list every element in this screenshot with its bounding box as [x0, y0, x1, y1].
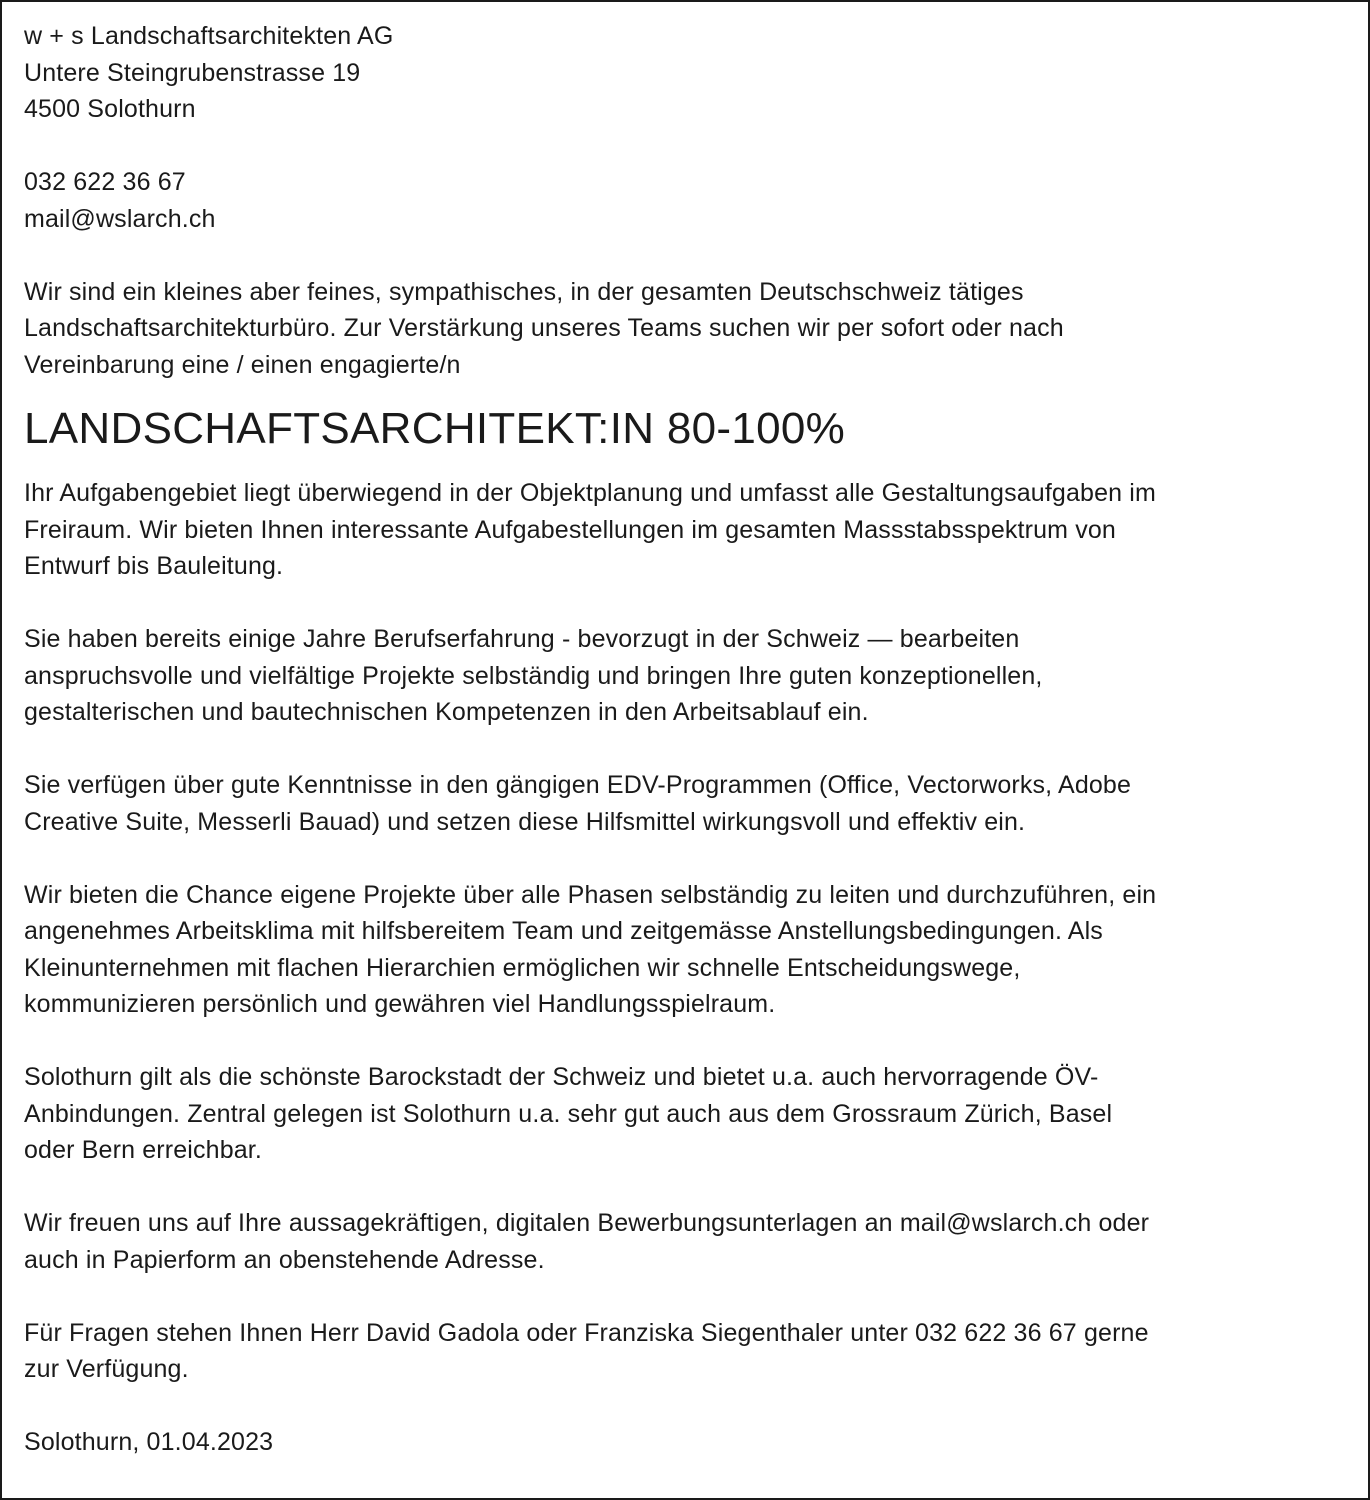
paragraph-line: Für Fragen stehen Ihnen Herr David Gadola oder Franziska Siegenthaler unter 032 622 36 67 gerne [24, 1318, 1149, 1347]
company-name [24, 18, 1346, 55]
paragraph-line: Wir bieten die Chance eigene Projekte über alle Phasen selbständig zu leiten und durchzuführen, ein [24, 880, 1157, 909]
phone-number: 032 622 36 67 [24, 168, 186, 196]
place-and-date [24, 1424, 1346, 1461]
paragraph-line: Anbindungen. Zentral gelegen ist Solothurn u.a. sehr gut auch aus dem Grossraum Zürich, Basel [24, 1099, 1113, 1128]
paragraph-location [24, 1059, 1346, 1169]
intro-line: Wir sind ein kleines aber feines, sympathisches, in der gesamten Deutschschweiz tätiges [24, 277, 1024, 306]
brand-logotype: w + s [24, 22, 84, 50]
paragraph-questions [24, 1315, 1346, 1388]
intro-line: Vereinbarung eine / einen engagierte/n [24, 350, 461, 379]
paragraph-line: Sie verfügen über gute Kenntnisse in den gängigen EDV-Programmen (Office, Vectorworks, Adobe [24, 771, 1132, 799]
intro-line: Landschaftsarchitekturbüro. Zur Verstärkung unseres Teams suchen wir per sofort oder nach [24, 314, 1064, 342]
company-name-text: Landschaftsarchitekten AG [90, 22, 394, 50]
paragraph-tasks [24, 475, 1346, 585]
job-title-heading: LANDSCHAFTSARCHITEKT:IN 80-100% [24, 404, 846, 453]
paragraph-line: Ihr Aufgabengebiet liegt überwiegend in der Objektplanung und umfasst alle Gestaltungsaufgaben im [24, 479, 1156, 507]
paragraph-line: Wir freuen uns auf Ihre aussagekräftigen, digitalen Bewerbungsunterlagen an mail@wslarch.ch oder [24, 1209, 1150, 1237]
paragraph-experience [24, 621, 1346, 731]
paragraph-line: oder Bern erreichbar. [24, 1136, 263, 1164]
paragraph-line: auch in Papierform an obenstehende Adresse. [24, 1245, 545, 1274]
paragraph-line: gestalterischen und bautechnischen Kompetenzen in den Arbeitsablauf ein. [24, 698, 869, 726]
email-address: mail@wslarch.ch [24, 204, 216, 233]
paragraph-line: Solothurn gilt als die schönste Barockstadt der Schweiz und bietet u.a. auch hervorragende ÖV- [24, 1063, 1099, 1091]
paragraph-software [24, 767, 1346, 840]
paragraph-line: angenehmes Arbeitsklima mit hilfsbereitem Team und zeitgemässe Anstellungsbedingungen. Als [24, 917, 1103, 945]
paragraph-line: Creative Suite, Messerli Bauad) und setzen diese Hilfsmittel wirkungsvoll und effektiv ein. [24, 807, 1026, 836]
city-address: 4500 Solothurn [24, 95, 196, 123]
street-address: Untere Steingrubenstrasse 19 [24, 58, 361, 87]
paragraph-offer [24, 877, 1346, 1023]
paragraph-application [24, 1205, 1346, 1278]
paragraph-line: kommunizieren persönlich und gewähren viel Handlungsspielraum. [24, 990, 776, 1018]
intro-paragraph [24, 274, 1346, 384]
date-line: Solothurn, 01.04.2023 [24, 1428, 274, 1456]
paragraph-line: Kleinunternehmen mit flachen Hierarchien ermöglichen wir schnelle Entscheidungswege, [24, 953, 1021, 982]
contact-block [24, 18, 1346, 237]
paragraph-line: zur Verfügung. [24, 1355, 189, 1383]
paragraph-line: anspruchsvolle und vielfältige Projekte selbständig und bringen Ihre guten konzeptionellen, [24, 661, 1043, 690]
paragraph-line: Freiraum. Wir bieten Ihnen interessante Aufgabestellungen im gesamten Massstabsspektrum von [24, 515, 1116, 544]
paragraph-line: Sie haben bereits einige Jahre Berufserfahrung - bevorzugt in der Schweiz — bearbeiten [24, 625, 1020, 653]
paragraph-line: Entwurf bis Bauleitung. [24, 552, 284, 580]
